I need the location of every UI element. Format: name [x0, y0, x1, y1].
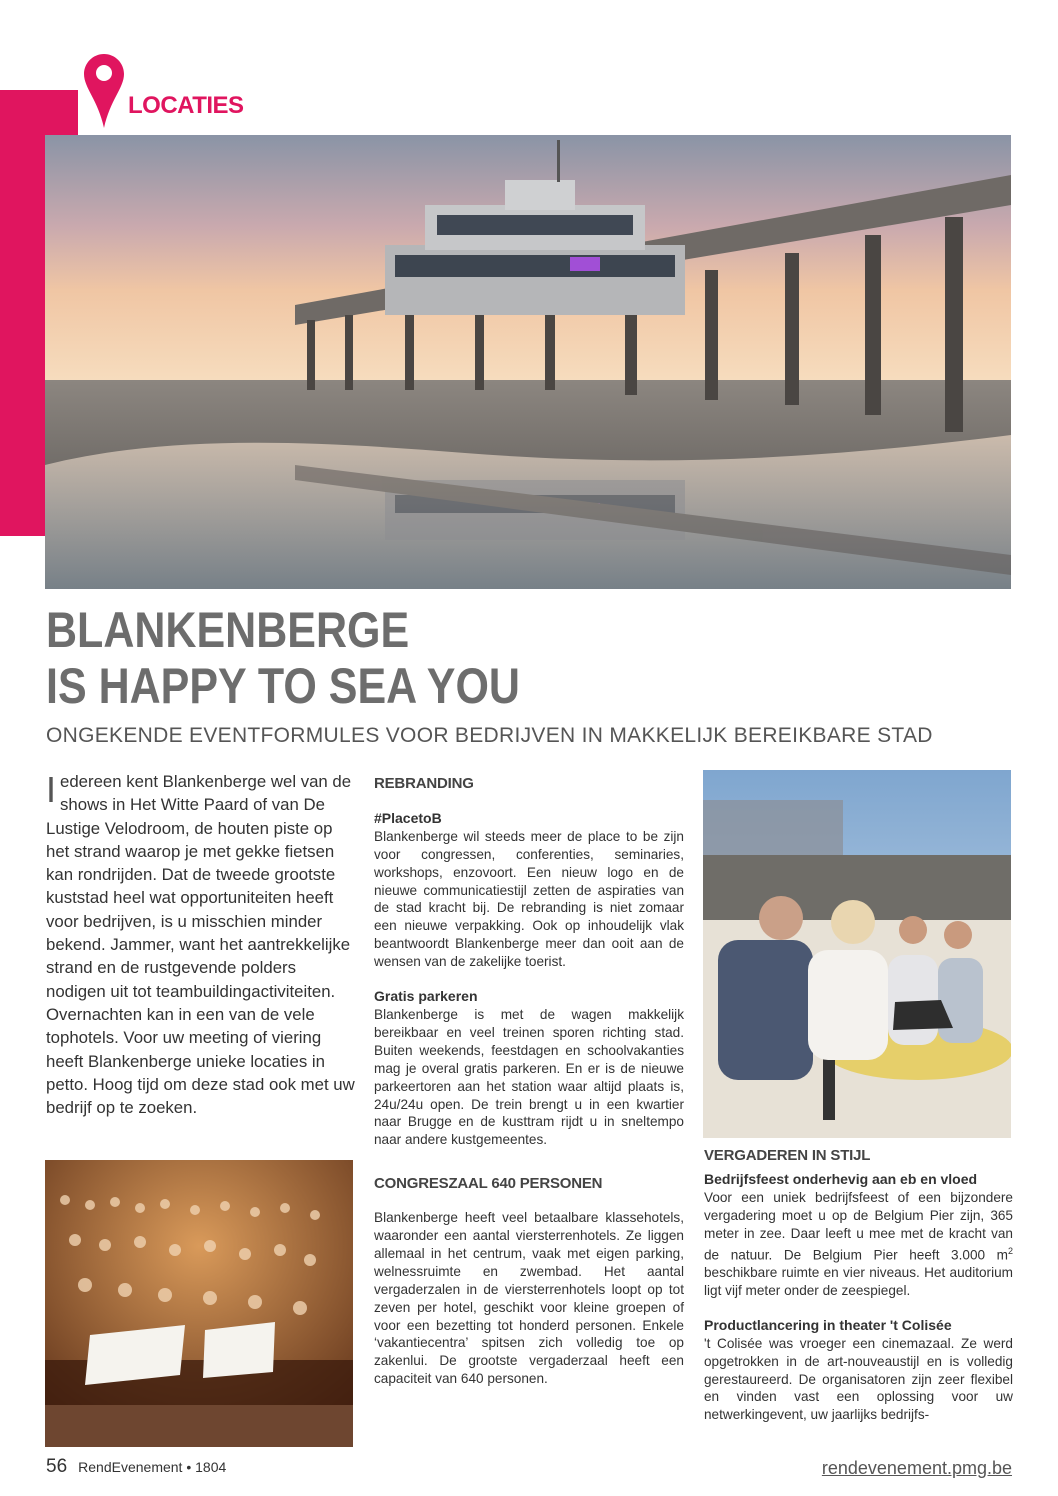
colisee-text: 't Colisée was vroeger een cinemazaal. Ze werd opgetrokken in de art-nouveaustijl en is volledig gerestaureerd. De organisatoren zijn zeer flexibel en vinden vast een oplossing voor uw netwerkingevent, uw jaarlijks bedrijfs-	[704, 1335, 1013, 1423]
website-link[interactable]: rendevenement.pmg.be	[821, 1458, 1012, 1478]
intro-text: edereen kent Blankenberge wel van de shows in Het Witte Paard of van De Lustige Velodroom, de houten piste op het strand waarop je met gekke fietsen kan rondrijden. Dat de tweede grootste kuststad heel wat opportuniteiten heeft voor bedrijven, is u misschien minder bekend. Jammer, want het aantrekkelijke strand en de rustgevende polders nodigen uit tot teambuildingactiviteiten. Overnachten kan in een van de vele tophotels. Voor uw meeting of viering heeft Blankenberge unieke locaties in petto. Hoog tijd om deze stad ook met uw bedrijf op te zoeken.	[46, 772, 355, 1118]
congres-heading: CONGRESZAAL 640 PERSONEN	[374, 1175, 603, 1193]
concert-hall-image	[45, 1160, 353, 1447]
page-number: 56	[46, 1456, 68, 1477]
section-label: LOCATIES	[128, 92, 244, 119]
rebranding-heading: REBRANDING	[374, 775, 474, 792]
magazine-issue: RendEvenement • 1804	[78, 1459, 227, 1475]
parkeren-text: Blankenberge is met de wagen makkelijk bereikbaar en veel treinen sporen richting stad. Buiten weekends, feestdagen en schoolvakanties mag je overal gratis parkeren. En er is de nieuwe parkeertoren aan het station waar altijd plaats is, 24u/24u open. De trein brengt u in een kwartier naar Brugge en de kusttram rijdt u in sneltempo naar andere kustgemeentes.	[374, 1006, 684, 1148]
headline-line-1: BLANKENBERGE	[46, 602, 410, 658]
dropcap: I	[46, 769, 57, 810]
congres-text: Blankenberge heeft veel betaalbare klassehotels, waaronder een aantal viersterrenhotels. Ze liggen allemaal in het centrum, vaak met eigen parking, welnessruimte en zwembad. Het aantal vergaderzalen in de viersterrenhotels loopt op tot zeven per hotel, geschikt voor kleine groepen of voor een bezetting tot honderd personen. Enkele ‘vakantiecentra’ spitsen zich volledig toe op zakenlui. De grootste vergaderzaal heeft een capaciteit van 640 personen.	[374, 1210, 684, 1387]
bedrijfsfeest-subheading: Bedrijfsfeest onderhevig aan eb en vloed	[704, 1170, 978, 1187]
rebranding-text: Blankenberge wil steeds meer de place to be zijn voor congressen, conferenties, seminaries, workshops, enzovoort. Een nieuw logo en de nieuwe communicatiestijl zetten de aspiraties van de stad kracht bij. De rebranding is niet zomaar een nieuwe verpakking. Ook op inhoudelijk vlak beantwoordt Blankenberge meer dan ooit aan de wensen van de zakelijke toerist.	[374, 828, 684, 970]
article-subtitle: ONGEKENDE EVENTFORMULES VOOR BEDRIJVEN IN MAKKELIJK BEREIKBARE STAD	[46, 724, 933, 747]
column-rebranding	[374, 775, 684, 1388]
placetob-subheading: #PlacetoB	[374, 809, 442, 826]
article-headline	[46, 602, 520, 714]
footer-folio	[46, 1456, 226, 1478]
headline-line-2: IS HAPPY TO SEA YOU	[46, 658, 520, 714]
vergaderen-heading: VERGADEREN IN STIJL	[704, 1147, 871, 1164]
meeting-photo	[703, 770, 1011, 1138]
column-vergaderen	[704, 1147, 1013, 1424]
intro-paragraph	[46, 770, 356, 1119]
hero-image	[45, 135, 1011, 589]
colisee-subheading: Productlancering in theater 't Colisée	[704, 1316, 952, 1333]
bedrijfsfeest-text: Voor een uniek bedrijfsfeest of een bijzondere vergadering moet u op de Belgium Pier zijn, 365 meter in zee. Daar leeft u mee met de kracht van de natuur. De Belgium Pier heeft 3.000 $m^2$ beschikbare ruimte en vier niveaus. Het auditorium ligt vijf meter onder de zeespiegel.	[704, 1189, 1013, 1298]
parkeren-subheading: Gratis parkeren	[374, 988, 478, 1005]
location-pin-icon	[84, 54, 124, 128]
